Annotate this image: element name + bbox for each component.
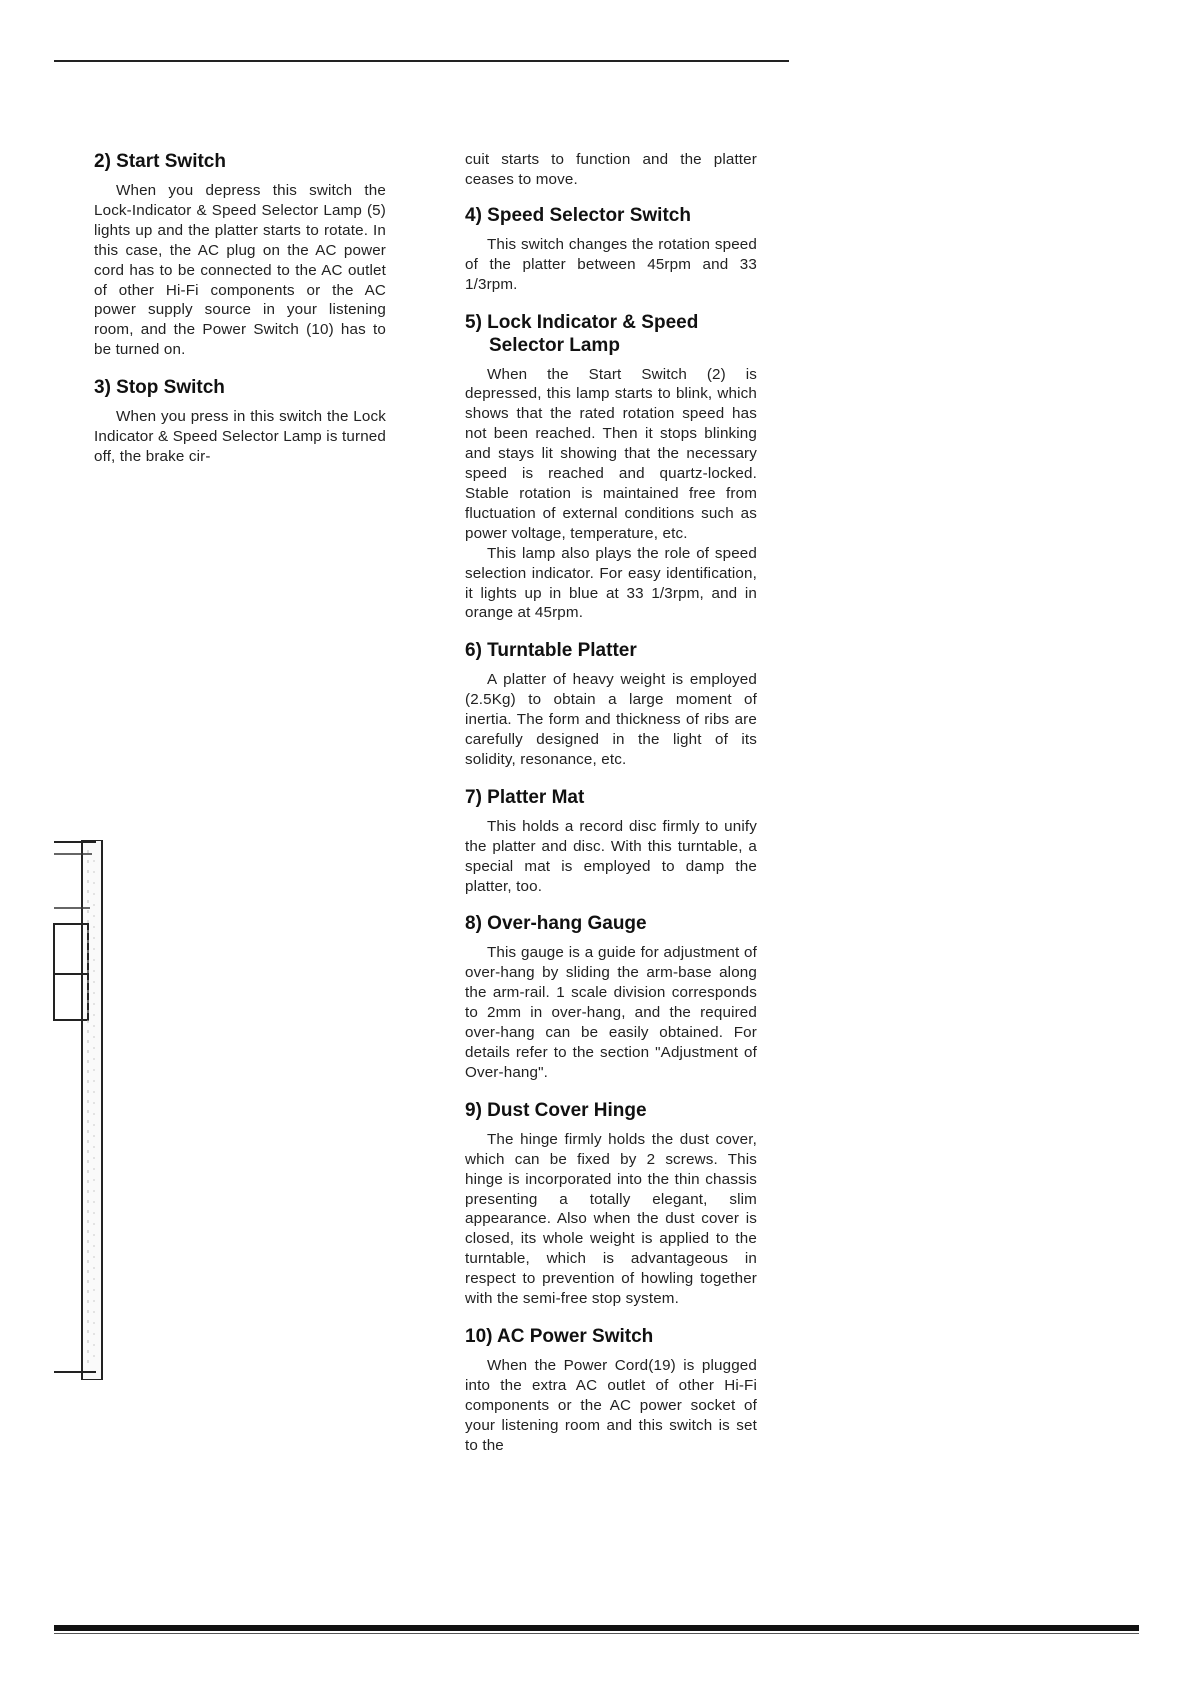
heading-dust-cover-hinge: 9) Dust Cover Hinge <box>465 1099 647 1121</box>
text-lock-indicator-lamp-1: When the Start Switch (2) is depressed, this lamp starts to blink, which shows that the rated rotation speed has not been reached. Then it stops blinking and stays lit showing that the necessary speed is reached and quartz-locked. Stable rotation is maintained free from fluctuation of external conditions such as power voltage, temperature, etc. <box>465 365 757 542</box>
continuation-text: cuit starts to function and the platter ceases to move. <box>465 151 757 188</box>
right-column <box>465 150 757 1472</box>
section-start-switch <box>94 150 386 360</box>
text-lock-indicator-lamp-2: This lamp also plays the role of speed selection indicator. For easy identification, it lights up in blue at 33 1/3rpm, and in orange at 45rpm. <box>465 544 757 622</box>
heading-turntable-platter: 6) Turntable Platter <box>465 640 637 662</box>
section-ac-power-switch <box>465 1325 757 1456</box>
bottom-rule-thin <box>54 1633 1139 1634</box>
text-speed-selector-switch: This switch changes the rotation speed of the platter between 45rpm and 33 1/3rpm. <box>465 235 757 293</box>
bottom-rule <box>54 1625 1139 1631</box>
section-stop-switch <box>94 376 386 467</box>
binding-strip <box>52 840 108 1380</box>
heading-platter-mat: 7) Platter Mat <box>465 786 585 808</box>
text-turntable-platter: A platter of heavy weight is employed (2.5Kg) to obtain a large moment of inertia. The form and thickness of ribs are carefully designed in the light of its solidity, resonance, etc. <box>465 671 757 768</box>
text-over-hang-gauge: This gauge is a guide for adjustment of over-hang by sliding the arm-base along the arm-rail. 1 scale division corresponds to 2mm in over-hang, and the required over-hang can be easily obtained. For details refer to the section "Adjustment of Over-hang". <box>465 944 757 1081</box>
section-lock-indicator-lamp <box>465 311 757 624</box>
heading-stop-switch: 3) Stop Switch <box>94 377 225 399</box>
heading-lock-indicator-lamp: 5) Lock Indicator & Speed Selector Lamp <box>465 311 699 356</box>
section-speed-selector-switch <box>465 204 757 295</box>
heading-ac-power-switch: 10) AC Power Switch <box>465 1325 654 1347</box>
text-stop-switch: When you press in this switch the Lock Indicator & Speed Selector Lamp is turned off, the brake cir- <box>94 408 386 465</box>
heading-speed-selector-switch: 4) Speed Selector Switch <box>465 204 691 226</box>
left-column <box>94 150 386 483</box>
text-dust-cover-hinge: The hinge firmly holds the dust cover, which can be fixed by 2 screws. This hinge is incorporated into the thin chassis presenting a totally elegant, slim appearance. Also when the dust cover is closed, its whole weight is applied to the turntable, which is advantageous in respect to prevention of howling together with the semi-free stop system. <box>465 1130 757 1308</box>
section-turntable-platter <box>465 639 757 770</box>
top-rule <box>54 60 789 62</box>
heading-start-switch: 2) Start Switch <box>94 151 226 172</box>
text-start-switch: When you depress this switch the Lock-Indicator & Speed Selector Lamp (5) lights up and the platter starts to rotate. In this case, the AC plug on the AC power cord has to be connected to the AC outlet of other Hi-Fi components or the AC power supply source in your listening room, and the Power Switch (10) has to be turned on. <box>94 182 386 359</box>
section-dust-cover-hinge <box>465 1099 757 1309</box>
section-platter-mat <box>465 786 757 897</box>
heading-over-hang-gauge: 8) Over-hang Gauge <box>465 913 647 935</box>
text-platter-mat: This holds a record disc firmly to unify the platter and disc. With this turntable, a special mat is employed to damp the platter, too. <box>465 817 757 895</box>
text-ac-power-switch: When the Power Cord(19) is plugged into the extra AC outlet of other Hi-Fi components or the AC power socket of your listening room and this switch is set to the <box>465 1356 757 1454</box>
section-over-hang-gauge <box>465 912 757 1082</box>
